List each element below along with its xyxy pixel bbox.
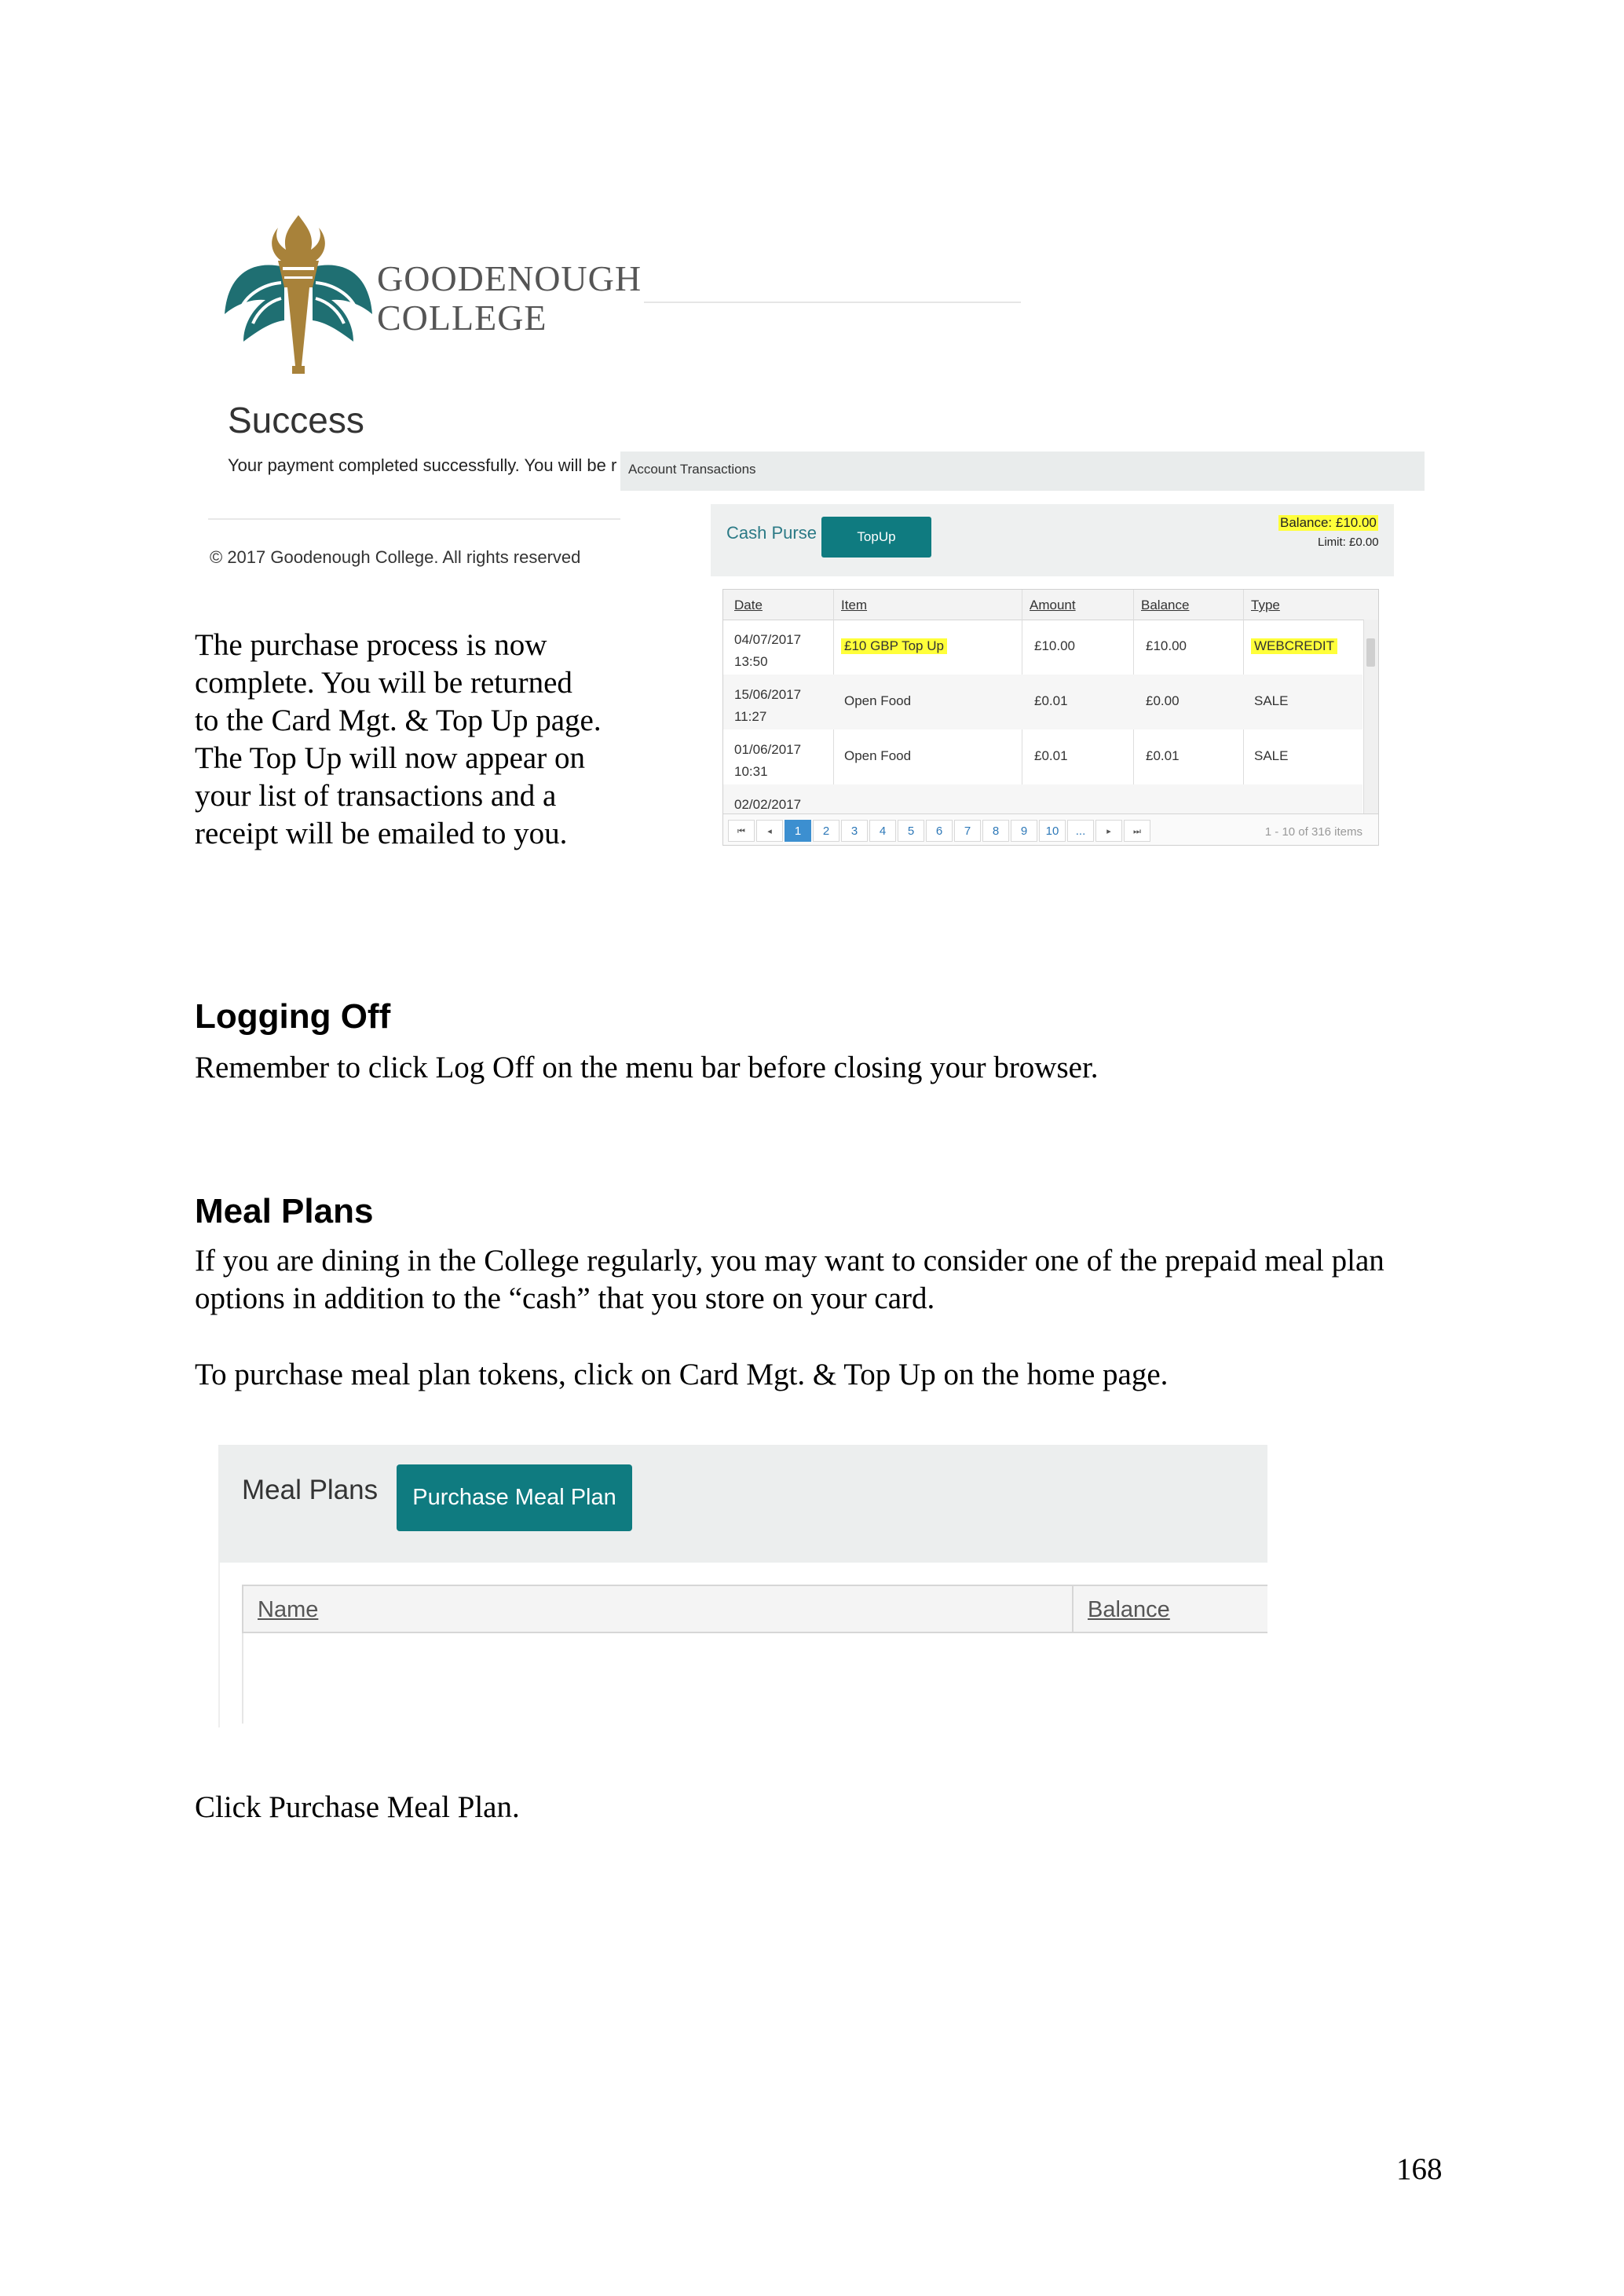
row-date-value: 01/06/2017 <box>734 742 802 757</box>
click-instruction: Click Purchase Meal Plan. <box>195 1790 520 1824</box>
purchase-meal-plan-button[interactable]: Purchase Meal Plan <box>397 1464 632 1531</box>
logging-off-heading: Logging Off <box>195 997 391 1036</box>
row-balance: £0.00 <box>1146 693 1180 708</box>
page-2-button[interactable]: 2 <box>813 820 839 842</box>
row-balance: £0.01 <box>1146 748 1180 763</box>
meal-plans-title: Meal Plans <box>242 1475 379 1505</box>
row-time-value: 10:31 <box>734 764 768 779</box>
table-row[interactable] <box>723 675 1362 729</box>
footer-divider <box>208 518 620 520</box>
page-8-button[interactable]: 8 <box>982 820 1009 842</box>
topup-button[interactable]: TopUp <box>821 517 931 558</box>
previous-page-icon[interactable]: ◂ <box>756 820 783 842</box>
page-5-button[interactable]: 5 <box>898 820 924 842</box>
page-7-button[interactable]: 7 <box>954 820 981 842</box>
torch-logo-icon <box>220 212 377 385</box>
column-header-name[interactable]: Name <box>258 1597 319 1622</box>
header-divider <box>644 302 1021 303</box>
row-date <box>734 684 813 728</box>
row-date <box>734 794 813 816</box>
college-name <box>377 259 642 338</box>
college-name-line1: GOODENOUGH <box>377 258 642 298</box>
cash-purse-label: Cash Purse <box>726 523 817 543</box>
meal-plans-instruction: To purchase meal plan tokens, click on Card Mgt. & Top Up on the home page. <box>195 1358 1169 1391</box>
row-date <box>734 629 813 673</box>
column-header-date[interactable]: Date <box>734 598 763 612</box>
next-page-icon[interactable]: ▸ <box>1095 820 1122 842</box>
table-row[interactable] <box>723 729 1362 784</box>
row-item: Open Food <box>844 693 912 708</box>
page-9-button[interactable]: 9 <box>1011 820 1037 842</box>
purchase-complete-paragraph: The purchase process is now complete. You will be returned to the Card Mgt. & Top Up page. The Top Up will now appear on your list of transactions and a receipt will be emailed to you. <box>195 628 602 850</box>
logging-off-text: Remember to click Log Off on the menu bar before closing your browser. <box>195 1051 1099 1084</box>
row-date <box>734 739 813 783</box>
row-amount: £0.01 <box>1034 693 1068 708</box>
pagination <box>723 813 1378 846</box>
row-balance: £10.00 <box>1146 638 1187 653</box>
more-pages-button[interactable]: ... <box>1067 820 1094 842</box>
page-6-button[interactable]: 6 <box>926 820 953 842</box>
row-type: SALE <box>1254 748 1289 763</box>
balance-value: Balance: £10.00 <box>1280 515 1377 530</box>
column-header-balance[interactable]: Balance <box>1088 1597 1170 1622</box>
panel-edge <box>218 1563 220 1727</box>
transactions-table <box>722 589 1379 846</box>
row-date-value: 04/07/2017 <box>734 632 802 647</box>
limit-value: Limit: £0.00 <box>1318 536 1379 549</box>
page-3-button[interactable]: 3 <box>841 820 868 842</box>
page-4-button[interactable]: 4 <box>869 820 896 842</box>
meal-plans-heading: Meal Plans <box>195 1192 374 1230</box>
pager-info: 1 - 10 of 316 items <box>1264 825 1362 839</box>
row-amount: £0.01 <box>1034 748 1068 763</box>
table-row[interactable] <box>723 620 1362 675</box>
row-time-value: 13:50 <box>734 654 768 669</box>
row-date-value: 02/02/2017 <box>734 797 802 812</box>
college-name-line2: COLLEGE <box>377 298 547 338</box>
copyright-text: © 2017 Goodenough College. All rights reserved <box>210 547 581 567</box>
row-time-value: 11:27 <box>734 709 767 724</box>
row-type: SALE <box>1254 693 1289 708</box>
column-divider <box>1072 1585 1074 1633</box>
column-header-balance[interactable]: Balance <box>1141 598 1190 612</box>
column-header-amount[interactable]: Amount <box>1030 598 1076 612</box>
row-type: WEBCREDIT <box>1251 638 1337 654</box>
meal-plans-paragraph: If you are dining in the College regularly, you may want to consider one of the prepaid meal plan options in addition to the “cash” that you store on your card. <box>195 1244 1384 1315</box>
page-number: 168 <box>1396 2152 1443 2186</box>
account-transactions-title: Account Transactions <box>628 462 756 477</box>
table-scrollbar[interactable] <box>1363 620 1378 813</box>
success-title: Success <box>228 400 364 441</box>
last-page-icon[interactable]: ⏭ <box>1124 820 1150 842</box>
scrollbar-thumb[interactable] <box>1366 638 1375 667</box>
column-header-item[interactable]: Item <box>841 598 868 612</box>
success-message: Your payment completed successfully. You will be r <box>228 455 617 475</box>
table-header <box>723 590 1378 620</box>
row-item: £10 GBP Top Up <box>841 638 947 654</box>
column-header-type[interactable]: Type <box>1251 598 1280 612</box>
page-10-button[interactable]: 10 <box>1039 820 1066 842</box>
row-amount: £10.00 <box>1034 638 1075 653</box>
table-edge <box>242 1633 243 1724</box>
page-1-button[interactable]: 1 <box>785 820 811 842</box>
row-date-value: 15/06/2017 <box>734 687 802 702</box>
first-page-icon[interactable]: ⏮ <box>728 820 755 842</box>
row-item: Open Food <box>844 748 912 763</box>
